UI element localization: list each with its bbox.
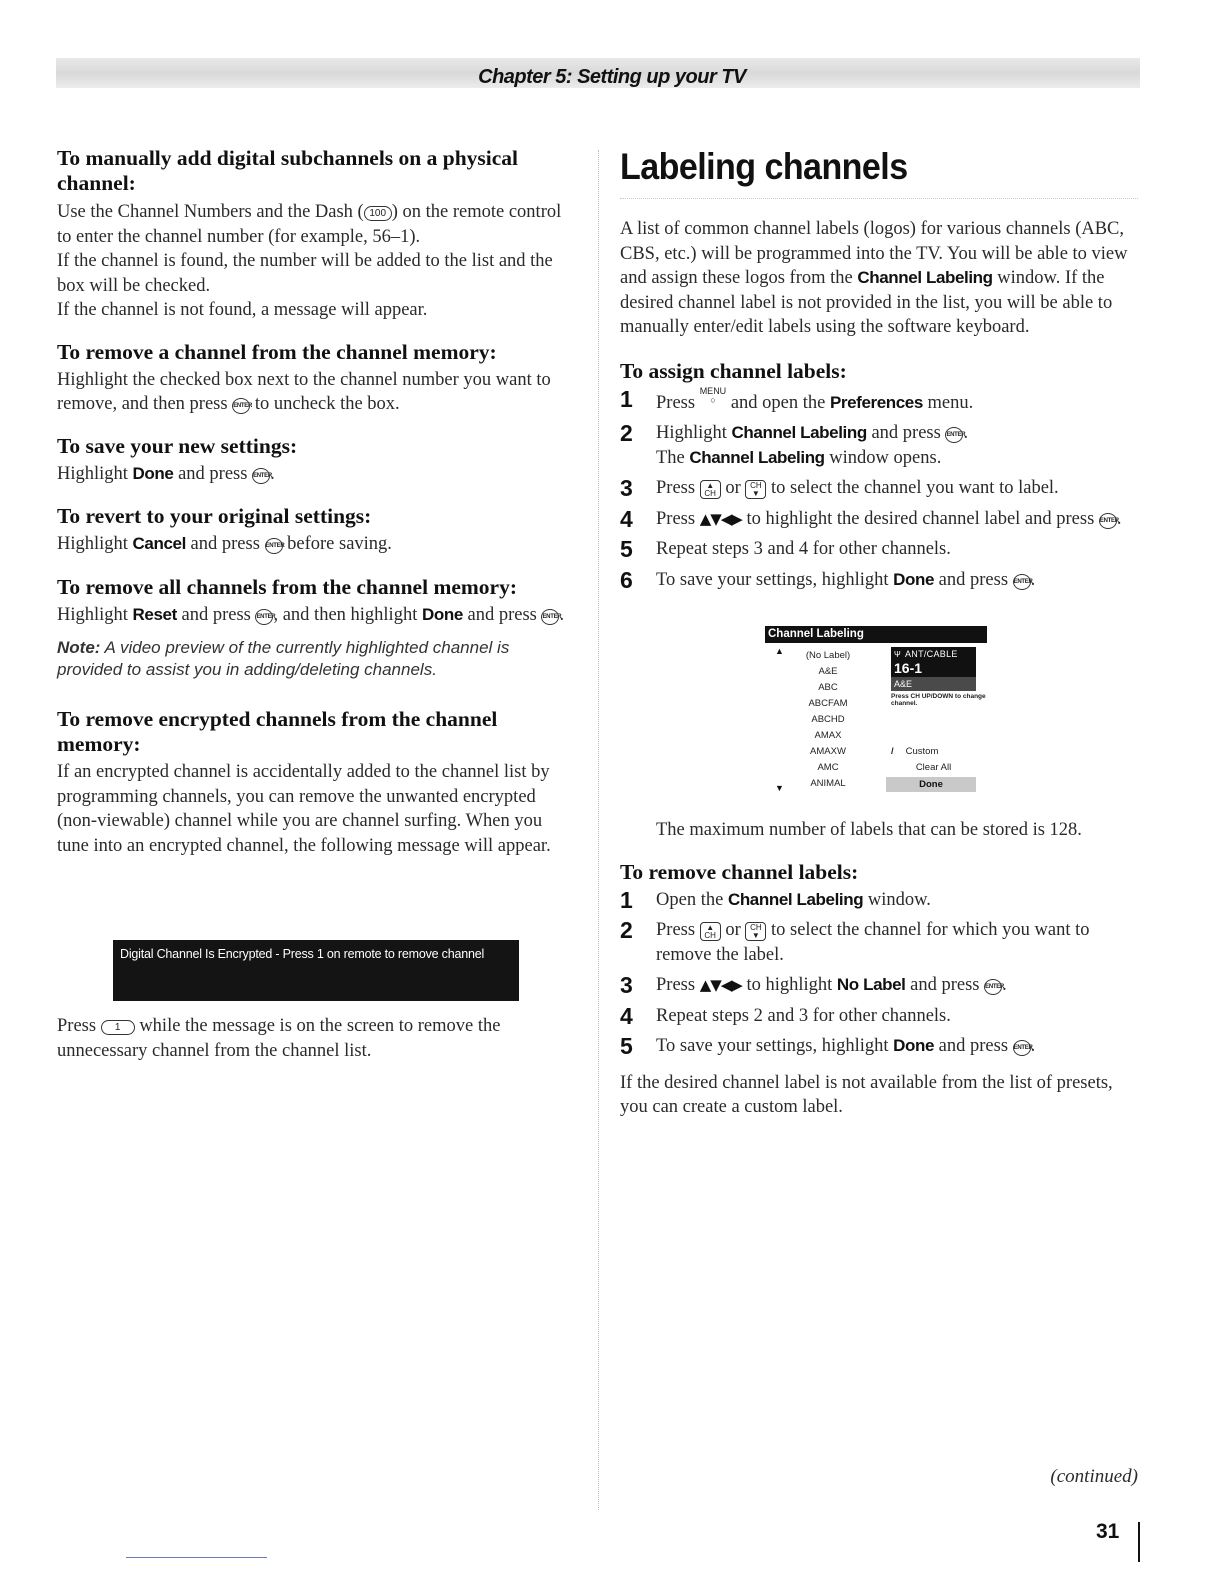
ch-up-icon: ▲ CH xyxy=(700,480,721,499)
remove-step-5: 5 To save your settings, highlight Done and press ENTER. xyxy=(620,1033,1036,1059)
heading-remove-encrypted: To remove encrypted channels from the channel memory: xyxy=(57,707,498,756)
enter-button-icon: ENTER xyxy=(1013,574,1031,590)
assign-step-5: 5 Repeat steps 3 and 4 for other channels. xyxy=(620,536,951,562)
enter-button-icon: ENTER xyxy=(255,609,273,625)
scroll-down-icon: ▼ xyxy=(775,783,784,793)
continued-note: (continued) xyxy=(1050,1466,1138,1487)
source-label: ANT/CABLE xyxy=(904,649,958,659)
ch-down-icon: CH ▼ xyxy=(745,922,766,941)
assign-step-4: 4 Press ▲▼◀▶ to highlight the desired channel label and press ENTER. xyxy=(620,505,1122,532)
enter-button-icon: ENTER xyxy=(541,609,559,625)
footer-line xyxy=(126,1557,267,1558)
list-item: ABC xyxy=(818,682,838,693)
list-item: AMAX xyxy=(814,730,842,741)
list-item: ABCFAM xyxy=(808,698,848,709)
section-title: Labeling channels xyxy=(620,146,908,187)
channel-labeling-title: Channel Labeling xyxy=(765,626,987,643)
page-number: 31 xyxy=(1096,1520,1120,1543)
done-option: Done xyxy=(886,777,976,792)
scroll-up-icon: ▲ xyxy=(775,646,784,656)
heading-remove-all: To remove all channels from the channel memory: xyxy=(57,574,518,599)
chapter-title: Chapter 5: Setting up your TV xyxy=(478,66,746,88)
list-item: AMC xyxy=(817,762,839,773)
custom-label-text: If the desired channel label is not available from the list of presets, you can create a custom label. xyxy=(620,1072,1113,1117)
remove-encrypted-text: If an encrypted channel is accidentally added to the channel list by programming channels, you can remove the unwanted encrypted (non-viewable) channel while you are channel surfing. When you tune into an encrypted channel, the following message will appear. xyxy=(57,762,551,856)
note-text: Note: A video preview of the currently highlighted channel is provided to assist you in adding/deleting channels. xyxy=(57,638,510,679)
pencil-icon: / xyxy=(891,746,894,757)
intro-text: A list of common channel labels (logos) for various channels (ABC, CBS, etc.) will be programmed into the TV. You will be able to view and assign these logos from the Channel Labeling window. If the desired channel label is not provided in the list, you will be able to manually enter/edit labels using the software keyboard. xyxy=(620,219,1128,337)
assign-steps xyxy=(620,387,1142,593)
ch-up-icon: ▲ CH xyxy=(700,922,721,941)
title-divider xyxy=(620,198,1138,199)
enter-button-icon: ENTER xyxy=(1099,513,1117,529)
enter-button-icon: ENTER xyxy=(984,979,1002,995)
enter-button-icon: ENTER xyxy=(945,427,963,443)
channel-preview xyxy=(891,647,976,691)
remove-step-4: 4 Repeat steps 2 and 3 for other channels. xyxy=(620,1002,951,1029)
left-column xyxy=(57,146,572,858)
remove-steps xyxy=(620,888,1142,1059)
ch-down-icon: CH ▼ xyxy=(745,480,766,499)
heading-save-settings: To save your new settings: xyxy=(57,433,298,458)
label-list xyxy=(789,648,867,792)
dash-button-icon: 100 xyxy=(364,206,392,221)
page-number-bar xyxy=(1138,1522,1140,1562)
save-settings-text: Highlight Done and press ENTER. xyxy=(57,463,275,484)
arrow-keys-icon: ▲▼◀▶ xyxy=(699,509,742,528)
enter-button-icon: ENTER xyxy=(252,468,270,484)
right-column xyxy=(620,146,1142,1120)
current-label: A&E xyxy=(891,677,976,691)
press-one-text: Press 1 while the message is on the screen to remove the unnecessary channel from the channel list. xyxy=(57,1016,501,1061)
channel-number: 16-1 xyxy=(894,660,923,676)
assign-step-6: 6 To save your settings, highlight Done and press ENTER. xyxy=(620,566,1036,593)
assign-step-1: 1 Press MENU ○ and open the Preferences menu. xyxy=(620,385,974,413)
heading-add-subchannels: To manually add digital subchannels on a physical channel: xyxy=(57,146,519,195)
enter-button-icon: ENTER xyxy=(1013,1040,1031,1056)
assign-step-2: 2 Highlight Channel Labeling and press ENTER. The Channel Labeling window opens. xyxy=(620,420,969,468)
encrypted-message-box xyxy=(113,940,519,1001)
list-item: AMAXW xyxy=(810,746,846,757)
remove-step-3: 3 Press ▲▼◀▶ to highlight No Label and press ENTER. xyxy=(620,972,1007,998)
clear-all-option: Clear All xyxy=(915,762,952,773)
enter-button-icon: ENTER xyxy=(265,538,283,554)
list-item: A&E xyxy=(818,666,838,677)
one-button-icon: 1 xyxy=(101,1020,135,1035)
remove-step-2: 2 Press ▲ CH or CH ▼ to select the channel for which you want to remove the label. xyxy=(620,917,1090,965)
change-channel-hint: Press CH UP/DOWN to change channel. xyxy=(891,693,986,707)
heading-assign-labels: To assign channel labels: xyxy=(620,358,847,383)
assign-step-3: 3 Press ▲ CH or CH ▼ to select the channel you want to label. xyxy=(620,475,1059,501)
max-labels-text: The maximum number of labels that can be stored is 128. xyxy=(656,820,1082,840)
heading-remove-labels: To remove channel labels: xyxy=(620,859,859,884)
antenna-icon: Ψ xyxy=(894,650,901,659)
arrow-keys-icon: ▲▼◀▶ xyxy=(699,976,742,994)
column-divider xyxy=(598,150,599,1510)
remove-channel-text: Highlight the checked box next to the channel number you want to remove, and then press ENTER to uncheck the box. xyxy=(57,369,551,414)
custom-option: / Custom xyxy=(891,746,939,757)
list-item: ANIMAL xyxy=(810,778,846,789)
add-subchannels-text: Use the Channel Numbers and the Dash ( 100 ) on the remote control to enter the channel number (for example, 56–1). If the channel is found, the number will be added to the list and the box will be checked. If the channel is not found, a message will appear. xyxy=(57,202,562,320)
encrypted-message-text: Digital Channel Is Encrypted - Press 1 on remote to remove channel xyxy=(120,947,485,961)
remove-step-1: 1 Open the Channel Labeling window. xyxy=(620,886,931,913)
list-item: (No Label) xyxy=(805,650,851,661)
heading-remove-channel: To remove a channel from the channel memory: xyxy=(57,339,497,364)
list-item: ABCHD xyxy=(811,714,845,725)
menu-button-icon: MENU ○ xyxy=(699,385,727,405)
enter-button-icon: ENTER xyxy=(232,398,250,414)
channel-labeling-screen xyxy=(765,626,987,798)
heading-revert-settings: To revert to your original settings: xyxy=(57,504,372,528)
revert-settings-text: Highlight Cancel and press ENTER before saving. xyxy=(57,534,392,554)
remove-all-text: Highlight Reset and press ENTER, and then highlight Done and press ENTER. xyxy=(57,604,565,625)
